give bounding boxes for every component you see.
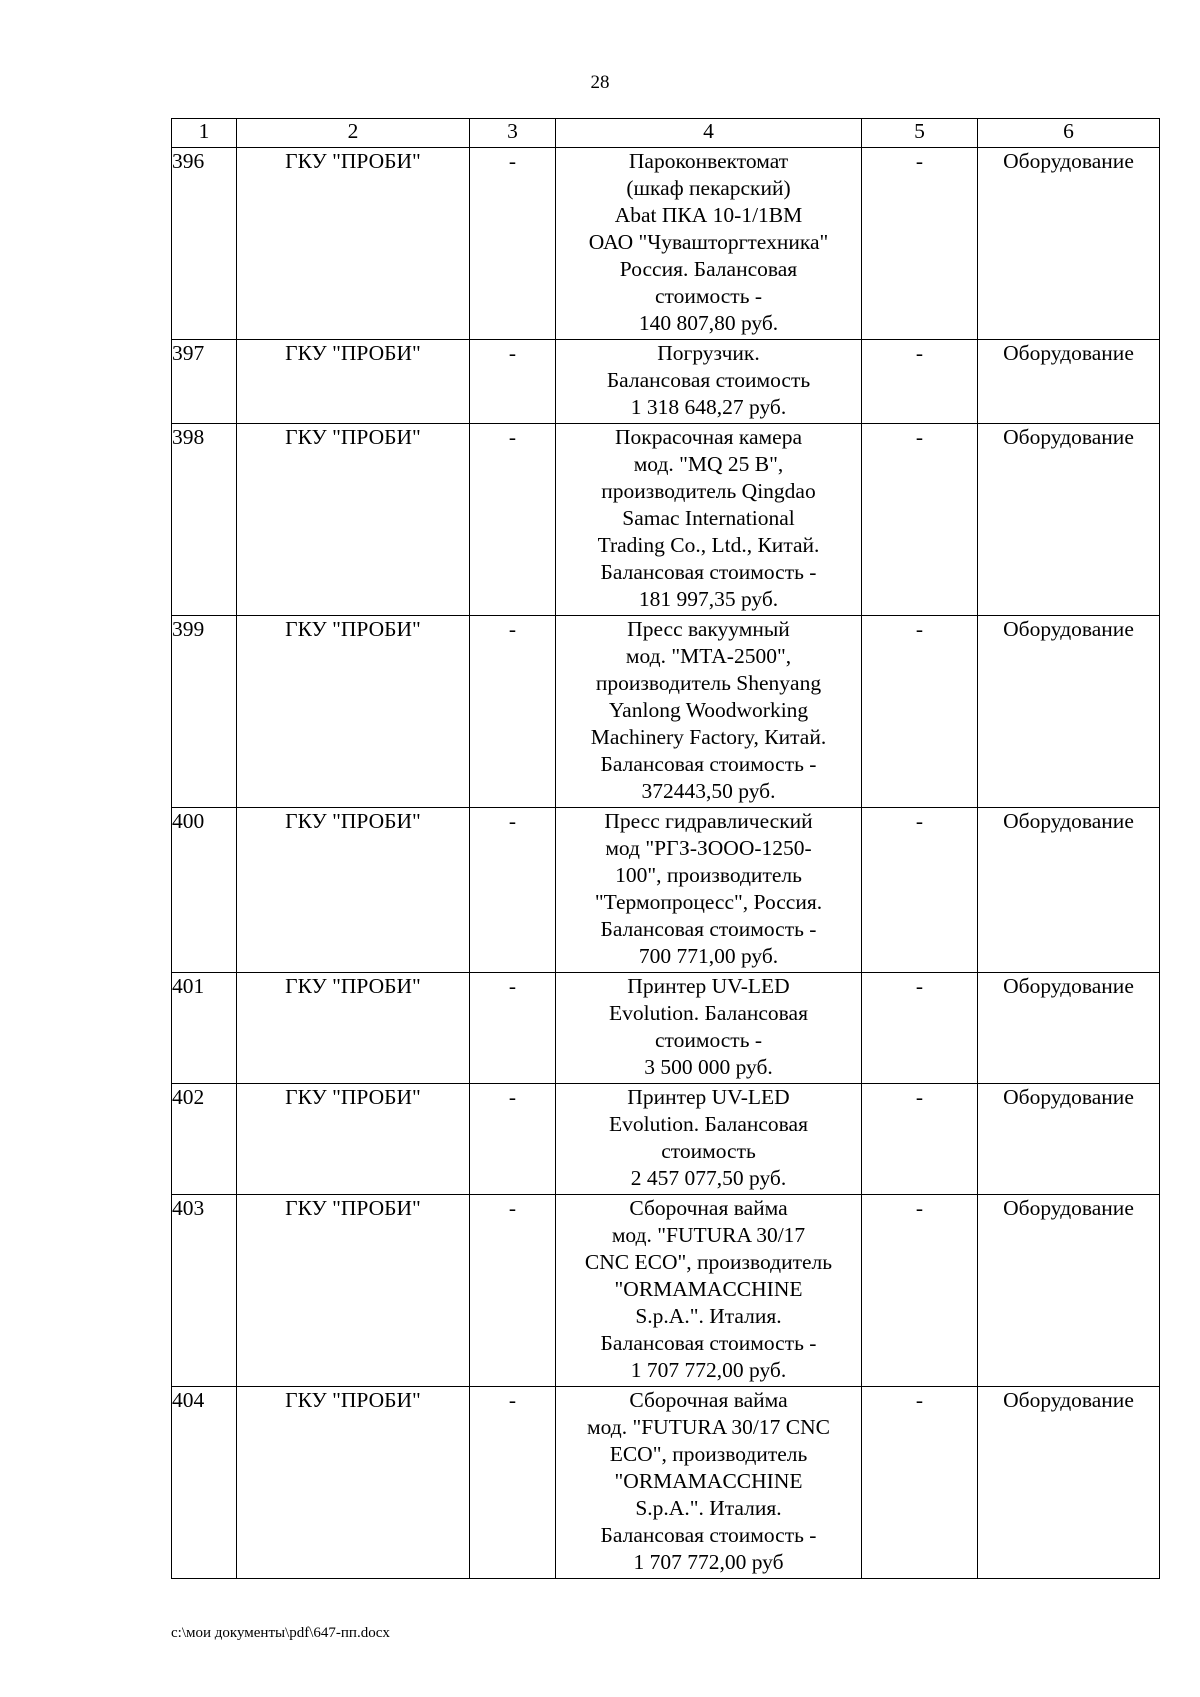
description-line: ECO", производитель xyxy=(609,1442,808,1466)
description-cell xyxy=(556,1387,862,1579)
table-row xyxy=(172,1387,1160,1579)
table-row xyxy=(172,1084,1160,1195)
description-line: Пресс вакуумный xyxy=(627,617,790,641)
property-type-cell: Оборудование xyxy=(978,973,1160,1084)
column-3-cell: - xyxy=(470,808,556,973)
row-number: 399 xyxy=(172,616,237,808)
column-5-cell: - xyxy=(862,1387,978,1579)
column-5-cell: - xyxy=(862,148,978,340)
table-row xyxy=(172,973,1160,1084)
row-number: 396 xyxy=(172,148,237,340)
description-line: S.p.A.". Италия. xyxy=(635,1304,782,1328)
organization-cell: ГКУ "ПРОБИ" xyxy=(237,808,470,973)
column-5-cell: - xyxy=(862,1084,978,1195)
description-line: производитель Qingdao xyxy=(601,479,816,503)
description-line: Сборочная вайма xyxy=(629,1196,788,1220)
description-line: Балансовая стоимость - xyxy=(600,560,817,584)
description-line: "ORMAMACCHINE xyxy=(614,1469,803,1493)
description-cell xyxy=(556,424,862,616)
description-line: стоимость xyxy=(661,1139,756,1163)
column-5-cell: - xyxy=(862,616,978,808)
organization-cell: ГКУ "ПРОБИ" xyxy=(237,616,470,808)
property-type-cell: Оборудование xyxy=(978,616,1160,808)
column-5-cell: - xyxy=(862,424,978,616)
column-3-cell: - xyxy=(470,616,556,808)
column-3-cell: - xyxy=(470,1387,556,1579)
description-line: CNC ECO", производитель xyxy=(584,1250,833,1274)
description-line: мод. "MQ 25 В", xyxy=(633,452,784,476)
row-number: 398 xyxy=(172,424,237,616)
description-line: 2 457 077,50 руб. xyxy=(630,1166,787,1190)
description-line: Evolution. Балансовая xyxy=(608,1112,808,1136)
description-line: Принтер UV-LED xyxy=(627,1085,790,1109)
property-type-cell: Оборудование xyxy=(978,808,1160,973)
property-type-cell: Оборудование xyxy=(978,424,1160,616)
description-line: Evolution. Балансовая xyxy=(608,1001,808,1025)
organization-cell: ГКУ "ПРОБИ" xyxy=(237,1084,470,1195)
header-col-5: 5 xyxy=(862,119,978,148)
file-path-footer: c:\мои документы\pdf\647-пп.docx xyxy=(171,1625,390,1641)
description-line: мод. "FUTURA 30/17 CNC xyxy=(587,1415,830,1439)
description-line: Samac International xyxy=(622,506,795,530)
description-line: мод. "FUTURA 30/17 xyxy=(611,1223,806,1247)
description-line: "ORMAMACCHINE xyxy=(614,1277,803,1301)
organization-cell: ГКУ "ПРОБИ" xyxy=(237,424,470,616)
column-5-cell: - xyxy=(862,1195,978,1387)
description-line: мод. "МТА-2500", xyxy=(625,644,792,668)
description-line: стоимость - xyxy=(654,284,763,308)
description-line: Пресс гидравлический xyxy=(604,809,813,833)
table-row xyxy=(172,808,1160,973)
table-header-row xyxy=(172,119,1160,148)
column-3-cell: - xyxy=(470,1084,556,1195)
description-line: 181 997,35 руб. xyxy=(638,587,779,611)
table-row xyxy=(172,616,1160,808)
description-line: мод "РГЗ-ЗООО-1250- xyxy=(605,836,812,860)
row-number: 404 xyxy=(172,1387,237,1579)
description-line: 1 707 772,00 руб xyxy=(633,1550,784,1574)
description-line: 100", производитель xyxy=(615,863,802,887)
description-line: 372443,50 руб. xyxy=(641,779,776,803)
row-number: 402 xyxy=(172,1084,237,1195)
description-line: Балансовая стоимость - xyxy=(600,752,817,776)
table-body xyxy=(172,148,1160,1579)
description-line: Балансовая стоимость xyxy=(606,368,811,392)
description-cell xyxy=(556,616,862,808)
page-number: 28 xyxy=(590,72,610,93)
description-line: 1 707 772,00 руб. xyxy=(630,1358,787,1382)
property-type-cell: Оборудование xyxy=(978,340,1160,424)
organization-cell: ГКУ "ПРОБИ" xyxy=(237,1195,470,1387)
property-type-cell: Оборудование xyxy=(978,1084,1160,1195)
description-line: Балансовая стоимость - xyxy=(600,1523,817,1547)
description-line: Yanlong Woodworking xyxy=(608,698,809,722)
organization-cell: ГКУ "ПРОБИ" xyxy=(237,1387,470,1579)
organization-cell: ГКУ "ПРОБИ" xyxy=(237,973,470,1084)
organization-cell: ГКУ "ПРОБИ" xyxy=(237,340,470,424)
description-line: 700 771,00 руб. xyxy=(638,944,779,968)
description-line: Пароконвектомат xyxy=(628,149,789,173)
property-type-cell: Оборудование xyxy=(978,148,1160,340)
property-type-cell: Оборудование xyxy=(978,1387,1160,1579)
description-line: Machinery Factory, Китай. xyxy=(590,725,827,749)
header-col-2: 2 xyxy=(237,119,470,148)
property-type-cell: Оборудование xyxy=(978,1195,1160,1387)
column-3-cell: - xyxy=(470,148,556,340)
description-cell xyxy=(556,1195,862,1387)
organization-cell: ГКУ "ПРОБИ" xyxy=(237,148,470,340)
column-3-cell: - xyxy=(470,973,556,1084)
description-line: производитель Shenyang xyxy=(595,671,822,695)
column-5-cell: - xyxy=(862,340,978,424)
header-col-1: 1 xyxy=(172,119,237,148)
description-line: стоимость - xyxy=(654,1028,763,1052)
description-line: 1 318 648,27 руб. xyxy=(630,395,787,419)
row-number: 401 xyxy=(172,973,237,1084)
description-line: (шкаф пекарский) xyxy=(626,176,791,200)
table-row xyxy=(172,340,1160,424)
description-line: "Термопроцесс", Россия. xyxy=(594,890,823,914)
column-3-cell: - xyxy=(470,1195,556,1387)
header-col-6: 6 xyxy=(978,119,1160,148)
description-cell xyxy=(556,340,862,424)
description-cell xyxy=(556,148,862,340)
row-number: 397 xyxy=(172,340,237,424)
description-line: 3 500 000 руб. xyxy=(644,1055,773,1079)
description-line: ОАО "Чувашторгтехника" xyxy=(588,230,829,254)
description-line: Балансовая стоимость - xyxy=(600,917,817,941)
description-line: Сборочная вайма xyxy=(629,1388,788,1412)
table-row xyxy=(172,148,1160,340)
description-line: Балансовая стоимость - xyxy=(600,1331,817,1355)
header-col-4: 4 xyxy=(556,119,862,148)
column-3-cell: - xyxy=(470,424,556,616)
row-number: 400 xyxy=(172,808,237,973)
description-line: Принтер UV-LED xyxy=(627,974,790,998)
description-line: Trading Co., Ltd., Китай. xyxy=(597,533,820,557)
description-line: Россия. Балансовая xyxy=(619,257,798,281)
header-col-3: 3 xyxy=(470,119,556,148)
description-line: Abat ПКА 10-1/1ВМ xyxy=(614,203,803,227)
property-table xyxy=(171,118,1160,1579)
table-row xyxy=(172,1195,1160,1387)
description-cell xyxy=(556,1084,862,1195)
column-5-cell: - xyxy=(862,808,978,973)
description-line: S.p.A.". Италия. xyxy=(635,1496,782,1520)
table-row xyxy=(172,424,1160,616)
column-5-cell: - xyxy=(862,973,978,1084)
row-number: 403 xyxy=(172,1195,237,1387)
description-line: Покрасочная камера xyxy=(615,425,802,449)
description-cell xyxy=(556,973,862,1084)
column-3-cell: - xyxy=(470,340,556,424)
description-line: Погрузчик. xyxy=(657,341,760,365)
description-line: 140 807,80 руб. xyxy=(638,311,779,335)
description-cell xyxy=(556,808,862,973)
